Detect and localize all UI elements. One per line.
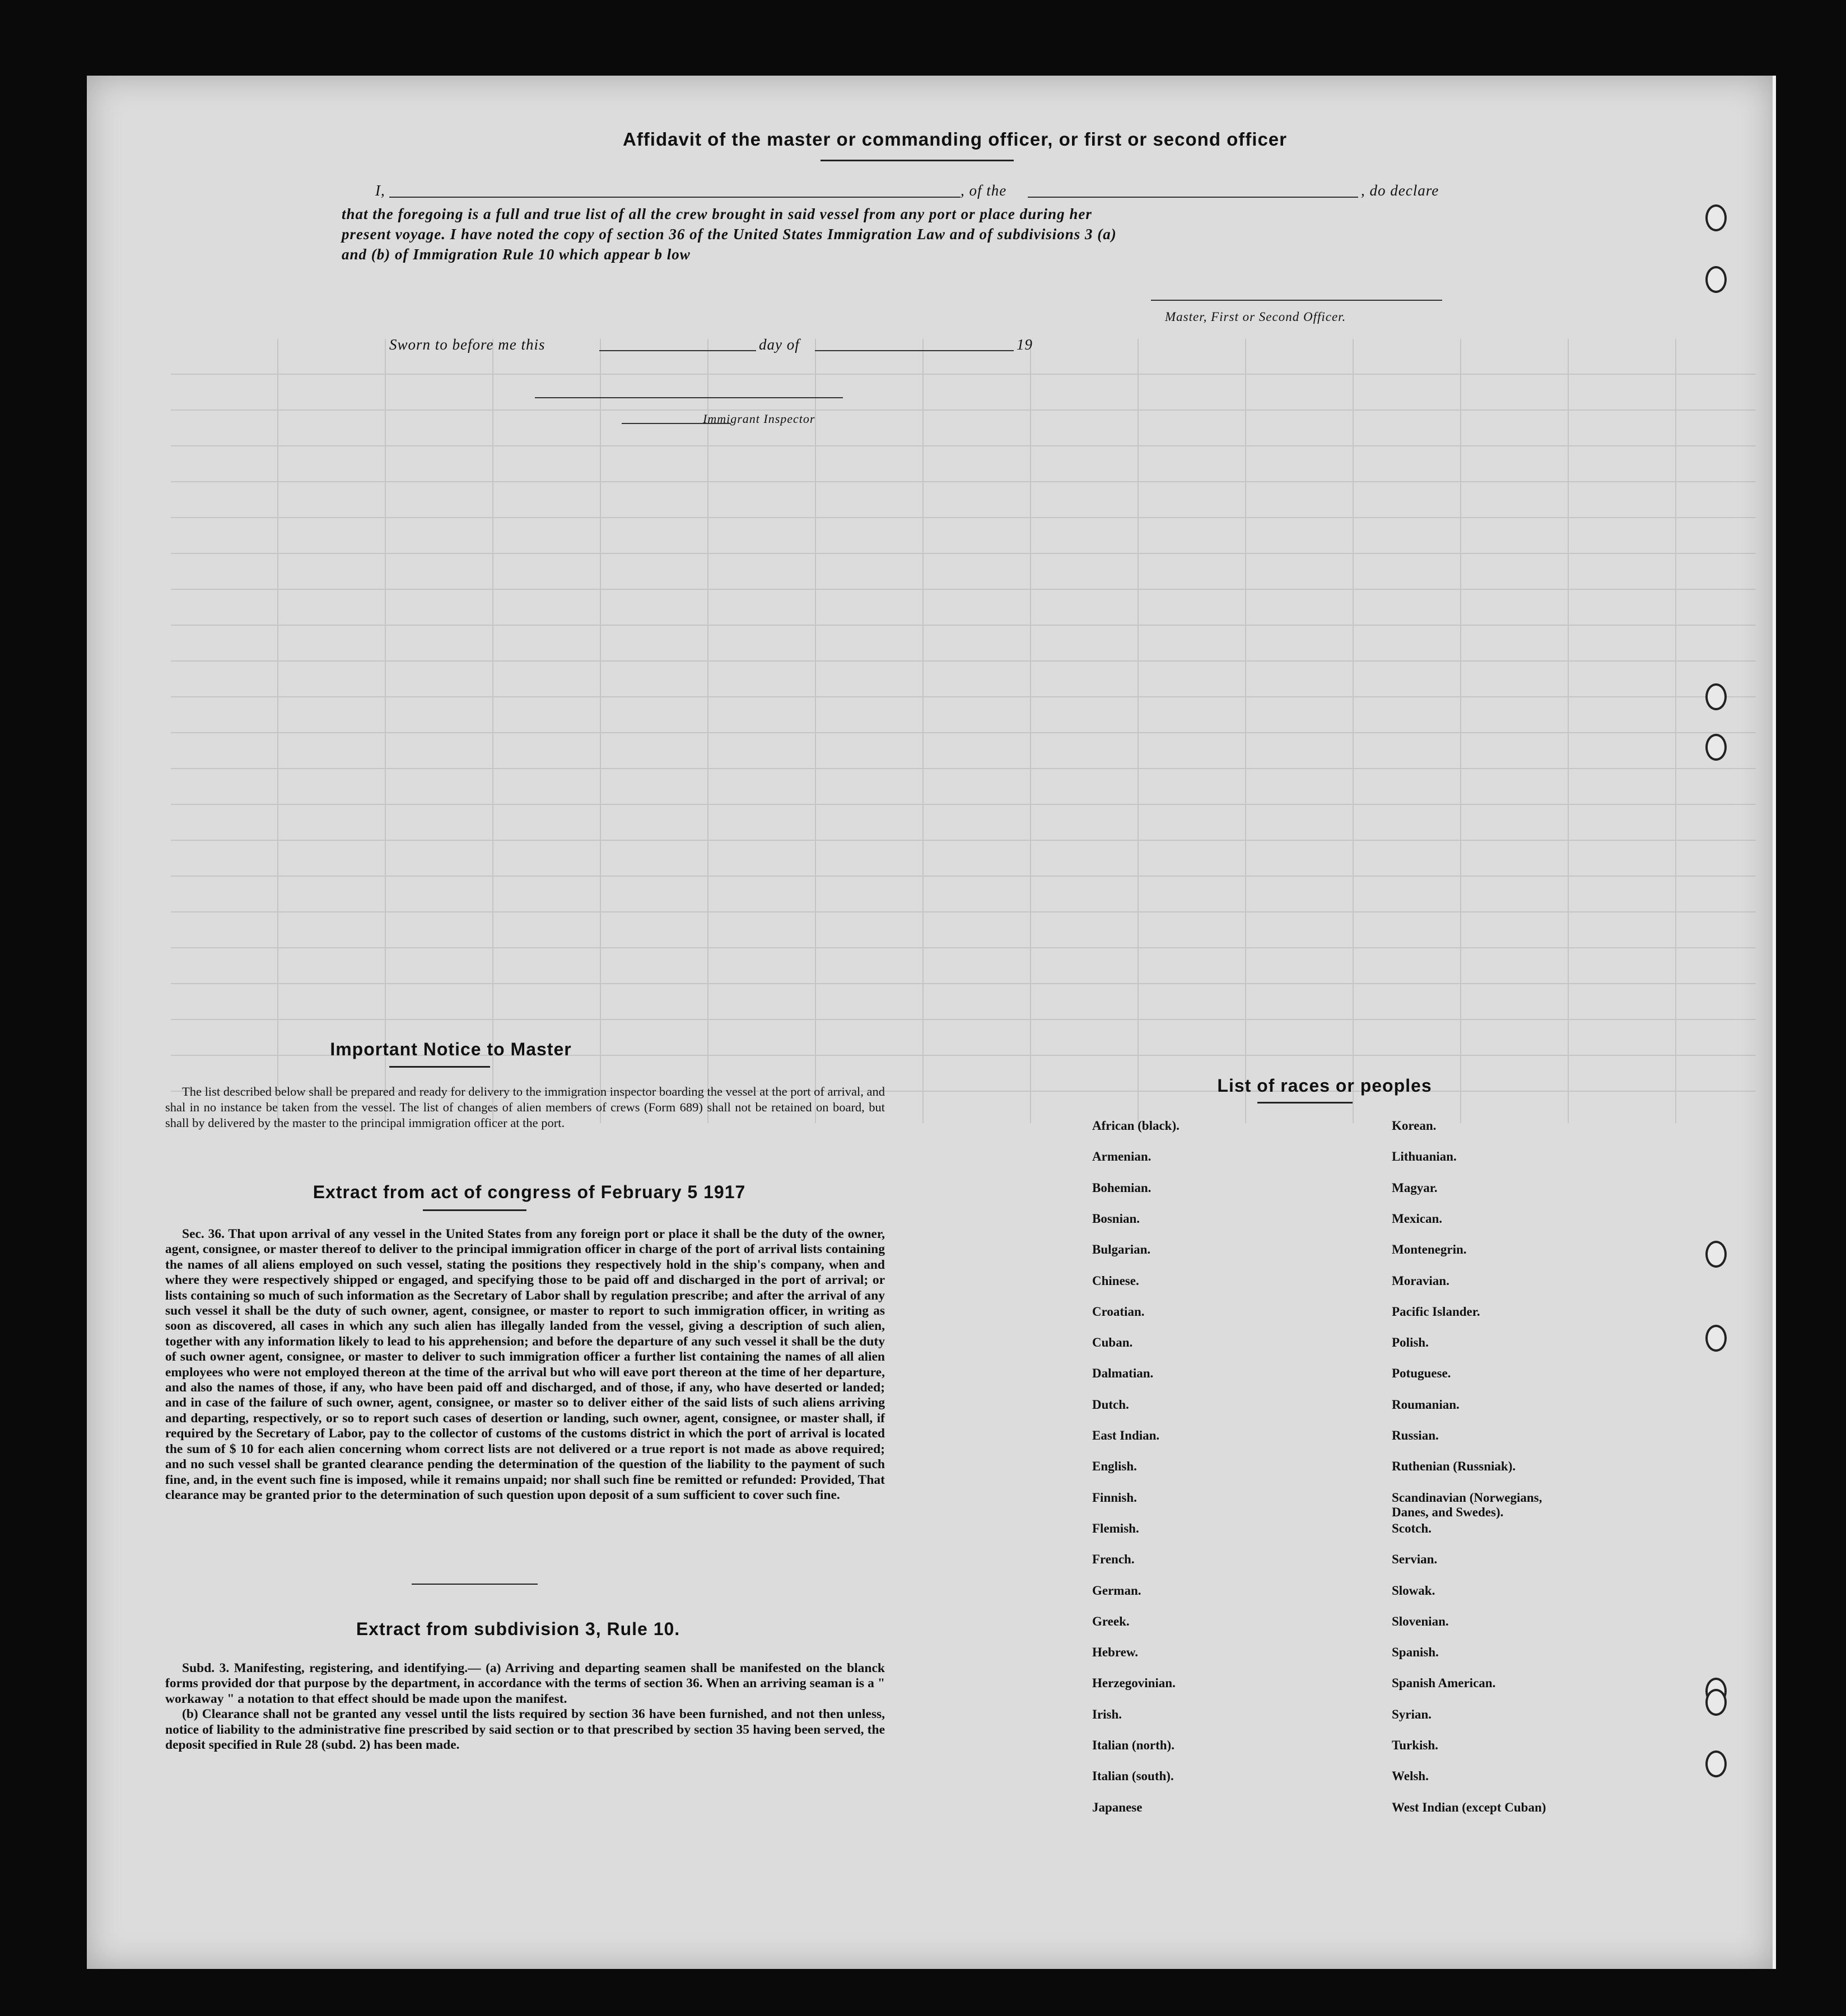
race-entry: Mexican.: [1392, 1211, 1443, 1226]
extract-act-rule: [423, 1209, 526, 1211]
vessel-blank[interactable]: [1028, 197, 1358, 198]
race-entry: Croatian.: [1092, 1304, 1145, 1319]
race-entry: Greek.: [1092, 1614, 1130, 1628]
race-entry: Potuguese.: [1392, 1366, 1451, 1381]
binder-hole: [1705, 1325, 1727, 1352]
binder-hole: [1705, 266, 1727, 293]
day-label: day of: [759, 336, 800, 353]
race-entry: Scandinavian (Norwegians, Danes, and Swedes).: [1392, 1490, 1542, 1519]
day-blank[interactable]: [599, 350, 756, 351]
declaration-line: present voyage. I have noted the copy of section 36 of the United States Immigration Law and of subdivisions 3 (a): [342, 226, 1117, 243]
race-entry: Lithuanian.: [1392, 1149, 1457, 1164]
race-entry: Korean.: [1392, 1119, 1437, 1133]
notice-title: Important Notice to Master: [330, 1039, 572, 1059]
race-entry: Turkish.: [1392, 1738, 1438, 1752]
race-entry: Syrian.: [1392, 1707, 1432, 1721]
race-entry: Bulgarian.: [1092, 1242, 1151, 1257]
race-entry: Italian (north).: [1092, 1738, 1174, 1752]
notice-rule: [389, 1066, 490, 1068]
year-label: 19: [1017, 336, 1033, 353]
race-entry: Spanish American.: [1392, 1676, 1496, 1691]
declaration-mid: , of the: [961, 182, 1007, 199]
race-entry: Polish.: [1392, 1335, 1429, 1350]
race-entry: Slowak.: [1392, 1583, 1435, 1598]
binder-hole: [1705, 204, 1727, 231]
rule-10-text: Subd. 3. Manifesting, registering, and identifying.— (a) Arriving and departing seamen shall be manifested on the blanck forms provided dor that purpose by the department, in accordance with the terms of section 36. When an arriving seaman is a " workaway " a notation to that effect should be made upon the manifest. (b) Clearance shall not be granted any vessel until the lists required by section 36 have been furnished, and not then unless, notice of liability to the administrative fine prescribed by said section or to that prescribed by section 35 having been served, the deposit specified in Rule 28 (subd. 2) has been made.: [165, 1661, 885, 1753]
extract-rule-title: Extract from subdivision 3, Rule 10.: [356, 1619, 680, 1639]
title-rule: [821, 160, 1014, 161]
signature-label: Master, First or Second Officer.: [1165, 310, 1346, 324]
race-entry: Pacific Islander.: [1392, 1304, 1480, 1319]
race-entry: Cuban.: [1092, 1335, 1133, 1350]
races-right-column: [1291, 1119, 1655, 1903]
race-entry: Scotch.: [1392, 1521, 1432, 1535]
name-blank[interactable]: [389, 197, 961, 198]
race-entry: Welsh.: [1392, 1769, 1429, 1784]
race-entry: Slovenian.: [1392, 1614, 1449, 1628]
declaration-suffix: , do declare: [1361, 182, 1439, 199]
race-entry: Moravian.: [1392, 1273, 1449, 1288]
binder-hole: [1705, 1241, 1727, 1268]
race-entry: Servian.: [1392, 1552, 1438, 1567]
month-blank[interactable]: [815, 350, 1014, 351]
race-entry: Magyar.: [1392, 1180, 1438, 1195]
race-entry: Ruthenian (Russniak).: [1392, 1459, 1516, 1474]
notice-text: The list described below shall be prepared and ready for delivery to the immigration inspector boarding the vessel at the port of arrival, and shal in no instance be taken from the vessel. The list of changes of alien members of crews (Form 689) shall not be retained on board, but shall by delivered by the master to the principal immigration officer at the port.: [165, 1084, 885, 1130]
signature-blank[interactable]: [1151, 300, 1442, 301]
inspector-signature-blank[interactable]: [535, 397, 843, 398]
sworn-label: Sworn to before me this: [389, 336, 546, 353]
races-title: List of races or peoples: [1217, 1075, 1432, 1096]
affidavit-title: Affidavit of the master or commanding officer, or first or second officer: [622, 129, 1287, 150]
race-entry: Dalmatian.: [1092, 1366, 1154, 1381]
race-entry: African (black).: [1092, 1119, 1180, 1133]
race-entry: Hebrew.: [1092, 1645, 1138, 1660]
race-entry: Italian (south).: [1092, 1769, 1174, 1784]
race-entry: Roumanian.: [1392, 1397, 1460, 1412]
race-entry: Dutch.: [1092, 1397, 1129, 1412]
race-entry: Japanese: [1092, 1800, 1143, 1814]
binder-hole: [1705, 1689, 1727, 1716]
declaration-line: that the foregoing is a full and true list of all the crew brought in said vessel from any port or place during her: [342, 206, 1092, 222]
declaration-line: and (b) of Immigration Rule 10 which appear b low: [342, 246, 691, 263]
race-entry: Armenian.: [1092, 1149, 1152, 1164]
declaration-prefix: I,: [375, 182, 385, 199]
extract-act-title: Extract from act of congress of February 5 1917: [313, 1182, 746, 1202]
race-entry: West Indian (except Cuban): [1392, 1800, 1546, 1814]
race-entry: Bohemian.: [1092, 1180, 1152, 1195]
inspector-label: Immigrant Inspector: [703, 412, 815, 426]
race-entry: Russian.: [1392, 1428, 1439, 1442]
race-entry: English.: [1092, 1459, 1137, 1474]
binder-hole: [1705, 1750, 1727, 1777]
race-entry: Spanish.: [1392, 1645, 1439, 1660]
document-page: [87, 76, 1776, 1969]
race-entry: Montenegrin.: [1392, 1242, 1467, 1257]
race-entry: Finnish.: [1092, 1490, 1137, 1505]
binder-hole: [1705, 683, 1727, 710]
race-entry: Flemish.: [1092, 1521, 1139, 1535]
section-36-text: Sec. 36. That upon arrival of any vessel in the United States from any foreign port or place it shall be the duty of the owner, agent, consignee, or master thereof to deliver to the principal immigration officer in charge of the port of arrival lists containing the names of all aliens employed on such vessel, stating the positions they respectively hold in the ship's company, when and where they were respectively shipped or engaged, and specifying those to be paid off and discharged in the port of arrival; or lists containing so much of such information as the Secretary of Labor shall by regulation prescribe; and after the arrival of any such vessel it shall be the duty of such owner, agent, consignee, or master to report to such immigration officer, in writing as soon as discovered, all cases in which any such alien has illegally landed from the vessel, giving a description of such alien, together with any information likely to lead to his apprehension; and before the departure of any such vessel it shall be the duty of such owner agent, consignee, or master to deliver to such immigration officer a further list containing the names of all alien employees who were not employed thereon at the time of the arrival but who will eave port thereon at the time of her departure, and also the names of those, if any, who have been paid off and discharged, and of those, if any, who have deserted or landed; and in case of the failure of such owner, agent, consignee, or master so to deliver either of the said lists of such aliens arriving and departing, respectively, or so to report such cases of desertion or landing, such owner, agent, consignee, or master shall, if required by the Secretary of Labor, pay to the collector of customs of the customs district in which the port of arrival is located the sum of $ 10 for each alien concerning whom correct lists are not delivered or a true report is not made as above required; and no such vessel shall be granted clearance pending the determination of the question of the liability to the payment of such fine, and, in the event such fine is imposed, while it remains unpaid; nor shall such fine be remitted or refunded: Provided, That clearance may be granted prior to the determination of such question upon deposit of a sum sufficient to cover such fine.: [165, 1227, 885, 1502]
race-entry: German.: [1092, 1583, 1141, 1598]
races-rule: [1257, 1102, 1353, 1104]
race-entry: Herzegovinian.: [1092, 1676, 1176, 1691]
extract-divider: [412, 1584, 538, 1585]
race-entry: French.: [1092, 1552, 1135, 1567]
binder-hole: [1705, 734, 1727, 761]
race-entry: Irish.: [1092, 1707, 1122, 1721]
race-entry: Bosnian.: [1092, 1211, 1140, 1226]
race-entry: Chinese.: [1092, 1273, 1139, 1288]
race-entry: East Indian.: [1092, 1428, 1160, 1442]
bleed-through-grid: [171, 339, 1756, 1123]
